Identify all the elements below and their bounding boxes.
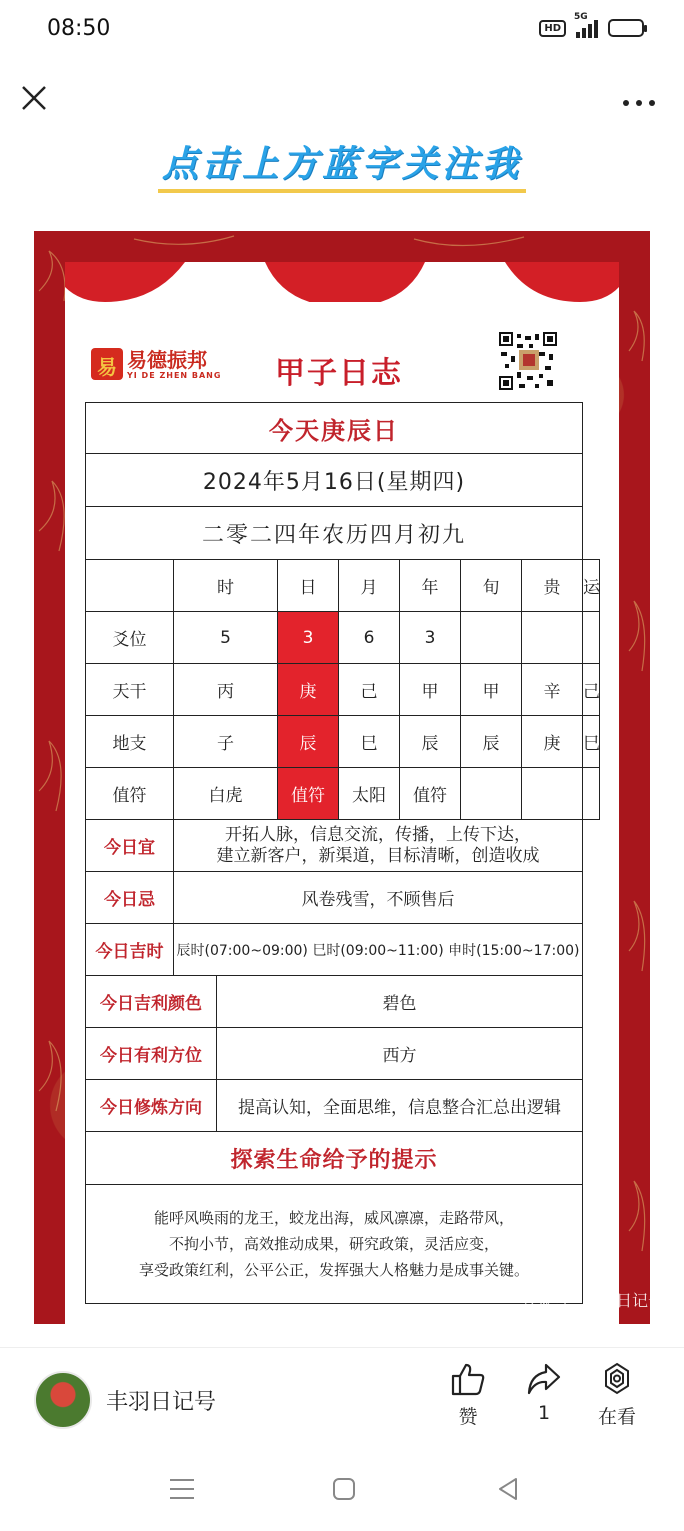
jishi-value: 辰时(07:00~09:00) 巳时(09:00~11:00) 申时(15:00~17:00)	[174, 924, 583, 976]
yi-value	[174, 820, 583, 872]
signal-icon: 5G	[576, 18, 598, 38]
table-cell: 巳	[583, 716, 600, 768]
flower-icon	[599, 1362, 635, 1396]
follow-banner	[0, 136, 684, 193]
table-cell-highlight: 3	[278, 612, 339, 664]
status-icons	[539, 12, 644, 38]
row-label: 爻位	[86, 612, 174, 664]
thumbs-up-icon	[450, 1362, 486, 1396]
divider	[0, 1347, 684, 1348]
close-button[interactable]	[18, 82, 50, 114]
table-cell-highlight: 值符	[278, 768, 339, 820]
hd-icon: HD	[539, 20, 566, 37]
follow-text: 点击上方蓝字关注我	[158, 136, 526, 193]
close-icon	[18, 82, 50, 114]
poster-header	[65, 332, 619, 402]
table-cell: 值符	[400, 768, 461, 820]
explore-line: 能呼风唤雨的龙王，蛟龙出海，威风凛凛，走路带风，	[153, 1209, 514, 1227]
status-bar	[0, 0, 684, 62]
column-header: 旬	[461, 560, 522, 612]
corner-cell	[86, 560, 174, 612]
back-icon[interactable]	[497, 1477, 519, 1501]
avatar[interactable]	[34, 1371, 92, 1429]
share-count: 1	[537, 1402, 551, 1424]
direction-value: 西方	[217, 1028, 583, 1080]
table-cell: 5	[174, 612, 278, 664]
column-header: 运	[583, 560, 600, 612]
lunar-date: 二零二四年农历四月初九	[86, 507, 583, 560]
row-label: 值符	[86, 768, 174, 820]
brand-logo	[91, 348, 123, 380]
table-cell	[461, 612, 522, 664]
poster-card	[65, 262, 619, 1324]
ji-label: 今日忌	[86, 872, 174, 924]
yi-label: 今日宜	[86, 820, 174, 872]
yi-line: 开拓人脉，信息交流，传播，上传下达，	[225, 824, 531, 845]
like-button[interactable]	[450, 1362, 486, 1429]
table-cell: 辰	[461, 716, 522, 768]
more-icon	[622, 99, 656, 107]
row-label: 地支	[86, 716, 174, 768]
author-info[interactable]	[34, 1371, 216, 1429]
watching-label: 在看	[598, 1406, 637, 1428]
table-cell: 甲	[461, 664, 522, 716]
row-label: 天干	[86, 664, 174, 716]
status-time: 08:50	[47, 16, 111, 41]
table-cell-highlight: 辰	[278, 716, 339, 768]
table-cell: 庚	[522, 716, 583, 768]
share-button[interactable]	[526, 1362, 562, 1424]
day-heading: 今天庚辰日	[86, 403, 583, 454]
table-cell	[522, 612, 583, 664]
brand-name: 易德振邦	[127, 347, 207, 372]
explore-title: 探索生命给予的提示	[86, 1132, 583, 1185]
table-cell: 白虎	[174, 768, 278, 820]
practice-value: 提高认知，全面思维，信息整合汇总出逻辑	[217, 1080, 583, 1132]
table-cell: 丙	[174, 664, 278, 716]
table-cell: 辰	[400, 716, 461, 768]
top-nav	[0, 68, 684, 138]
like-label: 赞	[458, 1406, 478, 1428]
jishi-label: 今日吉时	[86, 924, 174, 976]
table-cell	[583, 612, 600, 664]
table-cell: 巳	[339, 716, 400, 768]
explore-line: 享受政策红利，公平公正，发挥强大人格魅力是成事关键。	[138, 1261, 529, 1279]
home-icon[interactable]	[332, 1477, 356, 1501]
gregorian-date: 2024年5月16日(星期四)	[86, 454, 583, 507]
share-icon	[526, 1362, 562, 1396]
poster-image	[34, 231, 650, 1324]
table-cell: 甲	[400, 664, 461, 716]
column-header: 月	[339, 560, 400, 612]
table-cell: 子	[174, 716, 278, 768]
table-cell: 6	[339, 612, 400, 664]
almanac-table	[85, 402, 600, 1304]
author-name[interactable]: 丰羽日记号	[106, 1389, 217, 1415]
column-header: 年	[400, 560, 461, 612]
more-button[interactable]	[622, 88, 656, 108]
column-header: 日	[278, 560, 339, 612]
table-cell: 己	[583, 664, 600, 716]
watermark: 公众号 · 丰羽日记号	[520, 1291, 664, 1310]
table-cell: 太阳	[339, 768, 400, 820]
battery-icon	[608, 19, 644, 37]
table-cell	[461, 768, 522, 820]
column-header: 贵	[522, 560, 583, 612]
color-label: 今日吉利颜色	[86, 976, 217, 1028]
table-cell	[583, 768, 600, 820]
brand-name-en: YI DE ZHEN BANG	[127, 370, 222, 380]
color-value: 碧色	[217, 976, 583, 1028]
column-header: 时	[174, 560, 278, 612]
table-cell: 己	[339, 664, 400, 716]
explore-text	[86, 1185, 583, 1304]
table-cell: 3	[400, 612, 461, 664]
brand	[91, 348, 221, 380]
practice-label: 今日修炼方向	[86, 1080, 217, 1132]
table-cell	[522, 768, 583, 820]
qr-code-icon	[499, 332, 557, 390]
poster-title: 甲子日志	[275, 356, 403, 391]
system-nav-bar	[0, 1470, 684, 1510]
direction-label: 今日有利方位	[86, 1028, 217, 1080]
ji-value: 风卷残雪，不顾售后	[174, 872, 583, 924]
menu-icon[interactable]	[169, 1478, 195, 1500]
yi-line: 建立新客户，新渠道，目标清晰，创造收成	[216, 845, 540, 866]
table-cell: 辛	[522, 664, 583, 716]
explore-line: 不拘小节，高效推动成果，研究政策，灵活应变，	[168, 1235, 499, 1253]
watching-button[interactable]	[598, 1362, 636, 1429]
curtain-decoration	[65, 262, 619, 302]
table-cell-highlight: 庚	[278, 664, 339, 716]
